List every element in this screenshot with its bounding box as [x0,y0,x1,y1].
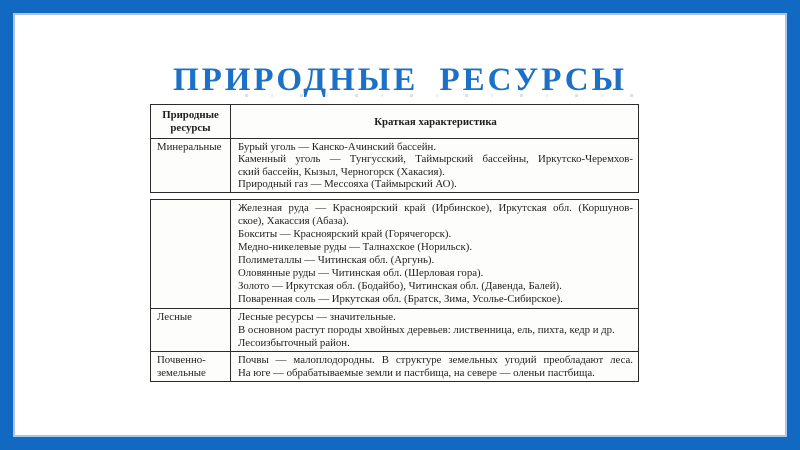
table-line: В основном растут породы хвойных деревьев: лиственница, ель, пихта, кедр и др. [238,324,615,337]
table-line: Каменный уголь — Тунгусский, Таймырский бассейны, Иркутско-Черемхов- [238,153,633,166]
row-text-mineral [231,139,638,192]
table-line: ский бассейн, Кызыл, Черногорск (Хакасия). [238,165,445,178]
table-line: Лесоизбыточный район. [238,337,350,350]
table-header-row [151,105,638,138]
table-line: На юге — обрабатываемые земли и пастбища, на севере — оленьи пастбища. [238,367,595,380]
table-row-soil [151,351,638,381]
table-fragment-1 [150,104,639,193]
table-row-forest [151,308,638,351]
table-line: Медно-никелевые руды — Талнахское (Норильск). [238,241,473,254]
table-line: Железная руда — Красноярский край (Ирбинское), Иркутская обл. (Коршунов- [238,202,633,215]
table-line: Лесные ресурсы — значительные. [238,311,396,324]
table-row-mineral-continued [151,200,638,308]
table-line: Бокситы — Красноярский край (Горячегорск). [238,228,452,241]
table-line: Природный газ — Мессояха (Таймырский АО). [238,178,457,191]
table-line: Поваренная соль — Иркутская обл. (Братск, Зима, Усолье-Сибирское). [238,293,563,306]
table-line: Оловянные руды — Читинская обл. (Шерловая гора). [238,267,484,280]
table-line: Полиметаллы — Читинская обл. (Аргунь). [238,254,435,267]
scan-caption-artifact [245,94,633,97]
table-line: Золото — Иркутская обл. (Бодайбо), Читинская обл. (Давенда, Балей). [238,280,562,293]
slide-title: ПРИРОДНЫЕ РЕСУРСЫ [172,62,628,99]
header-col-characteristics: Краткая характеристика [374,116,497,128]
row-label-forest: Лесные [151,309,231,351]
row-label-soil: Почвенно-земельные [151,352,231,381]
header-col-resources: Природные ресурсы [151,105,231,138]
row-text-mineral-continued [231,200,638,308]
table-line: Бурый уголь — Канско-Ачинский бассейн. [238,141,437,153]
table-fragment-2 [150,199,639,382]
resource-table [150,104,639,382]
table-row-mineral [151,138,638,192]
table-line: Почвы — малоплодородны. В структуре земельных угодий преобладают леса. [238,354,633,367]
row-text-forest [231,309,638,351]
row-text-soil [231,352,638,381]
row-label-mineral: Минеральные [151,139,231,192]
table-line: ское), Хакассия (Абаза). [238,215,349,228]
row-label-empty [151,200,231,308]
